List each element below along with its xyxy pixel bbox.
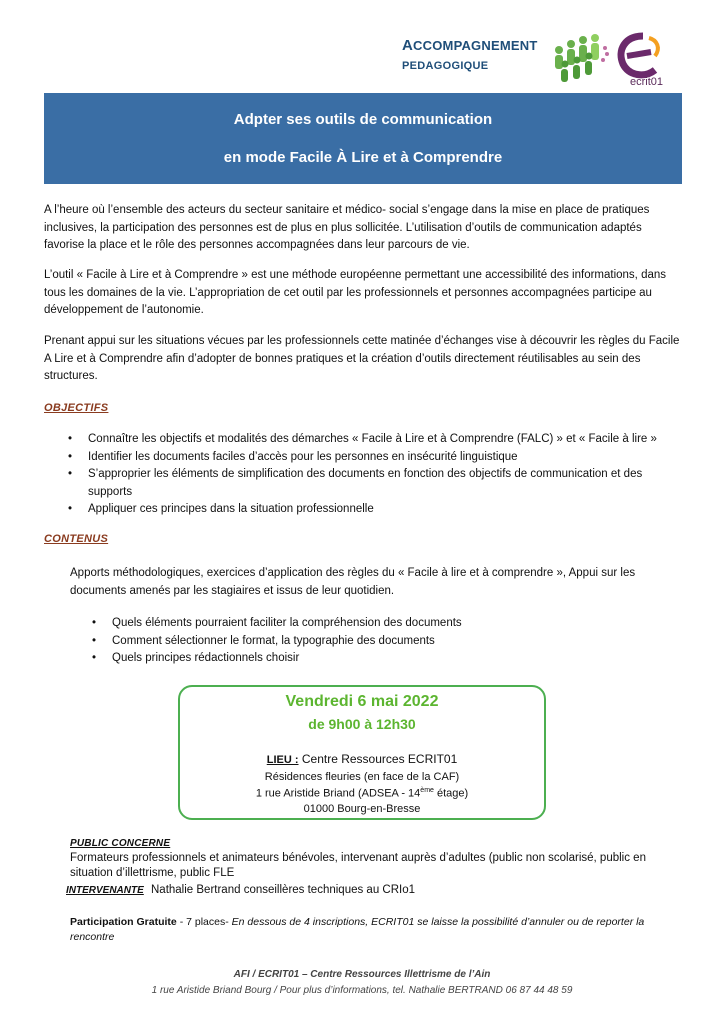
header-title-line2: PEDAGOGIQUE bbox=[402, 60, 489, 72]
contenus-list bbox=[88, 615, 678, 668]
intro-paragraph-3: Prenant appui sur les situations vécues par les professionnels cette matinée d’échanges vise à découvrir les règles du Facile A Lire et à Comprendre afin d’adopter de bonnes pratiques et la création d’outils directement réutilisables au sein des structures. bbox=[44, 335, 680, 382]
footer-line2: 1 rue Aristide Briand Bourg / Pour plus d’informations, tel. Nathalie BERTRAND 06 87 44 48 59 bbox=[151, 985, 573, 996]
event-address-floor-sup: ème bbox=[420, 787, 434, 794]
event-date: Vendredi 6 mai 2022 bbox=[285, 693, 439, 710]
event-location bbox=[180, 752, 544, 766]
event-address-line2-start: 1 rue Aristide Briand (ADSEA - 14 bbox=[255, 787, 421, 800]
objectifs-item-text: S’approprier les éléments de simplification des documents en fonction des objectifs de communication et des supports bbox=[88, 468, 643, 498]
contenus-item-text: Quels éléments pourraient faciliter la compréhension des documents bbox=[112, 617, 462, 629]
participation-note: En dessous de 4 inscriptions, ECRIT01 se laisse la possibilité d’annuler ou de reporter la rencontre bbox=[70, 916, 645, 943]
banner-title-line1: Adpter ses outils de communication bbox=[233, 111, 493, 128]
objectifs-item bbox=[64, 466, 688, 501]
contenus-item bbox=[88, 650, 678, 668]
event-address-line2 bbox=[180, 787, 544, 800]
intervenante-text: Nathalie Bertrand conseillères techniques au CRIo1 bbox=[151, 884, 416, 896]
contenus-item-text: Quels principes rédactionnels choisir bbox=[112, 652, 300, 664]
event-address-line3: 01000 Bourg-en-Bresse bbox=[303, 803, 421, 815]
event-time: de 9h00 à 12h30 bbox=[308, 716, 416, 732]
banner-title-line2: en mode Facile À Lire et à Comprendre bbox=[223, 149, 503, 166]
intervenante-row bbox=[66, 884, 415, 896]
bullet-icon: • bbox=[92, 652, 97, 664]
event-address-line2-end: étage) bbox=[433, 787, 469, 800]
intervenante-heading: INTERVENANTE bbox=[66, 885, 144, 896]
objectifs-list bbox=[64, 431, 688, 519]
objectifs-item bbox=[64, 431, 688, 449]
participation-places: - 7 places- bbox=[176, 916, 229, 928]
participation-label: Participation Gratuite bbox=[70, 916, 177, 928]
header-title bbox=[402, 38, 537, 72]
event-address-line1: Résidences fleuries (en face de la CAF) bbox=[264, 771, 460, 783]
contenus-item bbox=[88, 615, 678, 633]
title-banner bbox=[44, 93, 682, 184]
participation-text bbox=[70, 915, 682, 945]
contenus-item bbox=[88, 633, 678, 651]
footer-line1: AFI / ECRIT01 – Centre Ressources Illettrisme de l’Ain bbox=[233, 969, 491, 980]
bullet-icon: • bbox=[92, 634, 97, 647]
objectifs-heading: OBJECTIFS bbox=[44, 402, 109, 414]
intro-paragraph-2: L’outil « Facile à Lire et à Comprendre » est une méthode européenne permettant une accessibilité des informations, dans tous les domaines de la vie. L’appropriation de cet outil par les professionnels et personnes accompagnées participe au développement de l’autonomie. bbox=[44, 269, 667, 316]
public-heading: PUBLIC CONCERNE bbox=[70, 838, 171, 849]
objectifs-item-text: Appliquer ces principes dans la situation professionnelle bbox=[88, 503, 374, 515]
bullet-icon: • bbox=[68, 450, 73, 463]
contenus-item-text: Comment sélectionner le format, la typographie des documents bbox=[112, 634, 435, 647]
objectifs-item bbox=[64, 449, 688, 467]
public-text: Formateurs professionnels et animateurs bénévoles, intervenant auprès d’adultes (public non scolarisé, public en situation d’illettrisme, public FLE bbox=[70, 852, 646, 879]
header-title-cap: A bbox=[402, 37, 414, 54]
bullet-icon: • bbox=[92, 617, 97, 629]
event-info-box bbox=[178, 685, 546, 820]
objectifs-item bbox=[64, 501, 688, 519]
intro-paragraph-1: A l’heure où l’ensemble des acteurs du secteur sanitaire et médico- social s’engage dans la mise en place de pratiques inclusives, la participation des personnes est de plus en plus sollicitée. L’utilisation d’outils de communication adaptés favorise la place et le rôle des personnes accompagnées dans leur parcours de vie. bbox=[44, 204, 650, 251]
objectifs-item-text: Identifier les documents faciles d’accès pour les personnes en insécurité linguistique bbox=[88, 450, 518, 463]
bullet-icon: • bbox=[68, 433, 73, 445]
event-location-value: Centre Ressources ECRIT01 bbox=[301, 752, 458, 766]
objectifs-item-text: Connaître les objectifs et modalités des démarches « Facile à Lire et à Comprendre (FALC) » et « Facile à lire » bbox=[88, 433, 657, 445]
contenus-heading: CONTENUS bbox=[44, 533, 109, 545]
contenus-text: Apports méthodologiques, exercices d’application des règles du « Facile à lire et à comprendre », Appui sur les documents amenés par les stagiaires et issus de leur quotidien. bbox=[70, 567, 636, 597]
bullet-icon: • bbox=[68, 503, 73, 515]
header-title-line1: CCOMPAGNEMENT bbox=[413, 38, 538, 53]
event-location-label: LIEU : bbox=[266, 754, 299, 766]
logo-text: ecrit01 bbox=[630, 76, 664, 88]
bullet-icon: • bbox=[68, 468, 73, 480]
